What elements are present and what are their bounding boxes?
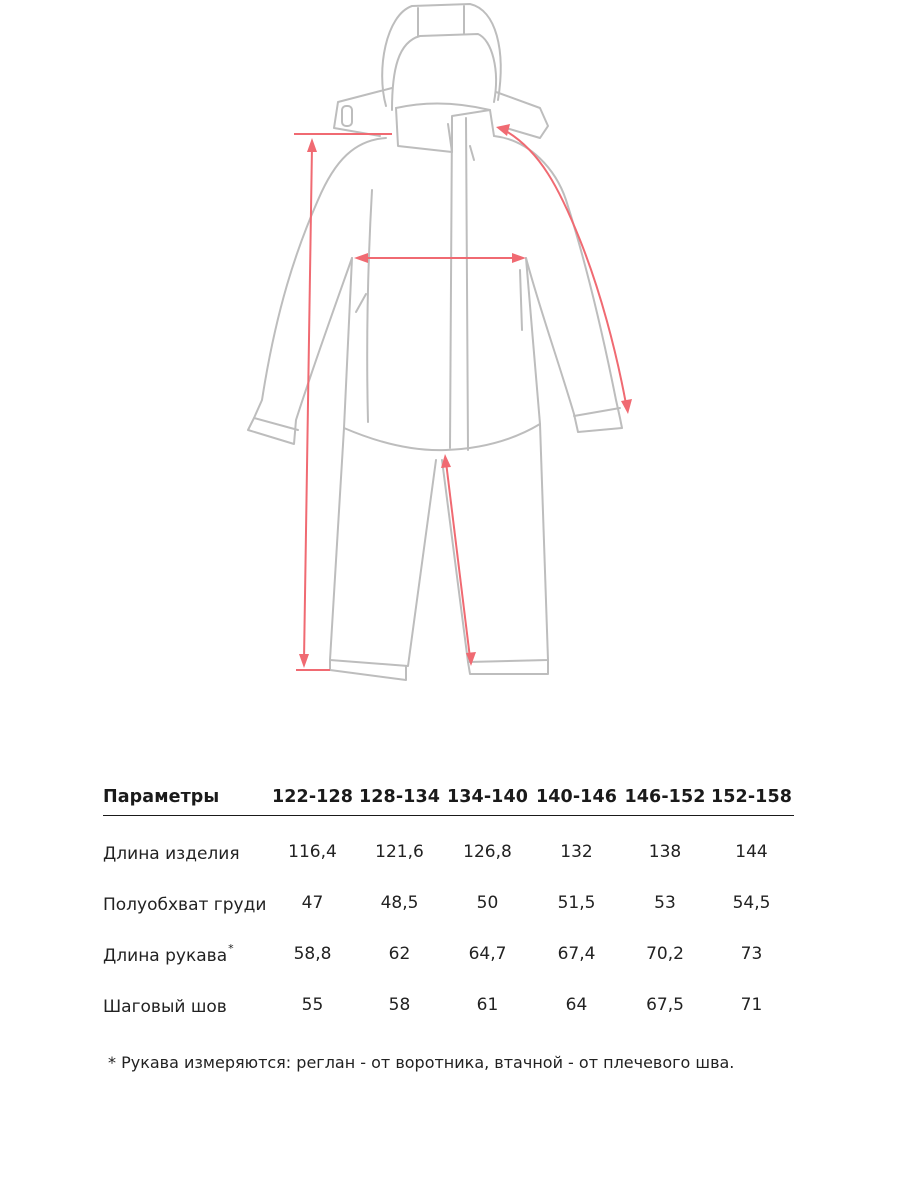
table-cell: 121,6 <box>375 841 424 862</box>
table-cell: 70,2 <box>646 943 684 964</box>
torso-left-side <box>344 258 352 428</box>
sleeve-arrow-bottom <box>621 399 632 414</box>
row-label-text: Длина рукава <box>103 945 228 966</box>
sleeve-arrow-top <box>496 124 510 136</box>
table-cell: 138 <box>648 841 682 862</box>
footnote-mark: * <box>228 941 234 955</box>
table-cell: 50 <box>476 892 499 913</box>
header-size: 134-140 <box>443 778 532 816</box>
table-cell: 55 <box>301 994 324 1015</box>
table-cell: 51,5 <box>557 892 596 913</box>
length-arrow-bottom <box>299 654 309 668</box>
row-label <box>103 979 269 1030</box>
zipper-left <box>450 118 452 448</box>
header-size: 122-128 <box>269 778 356 816</box>
inseam-line <box>446 462 470 658</box>
table-cell: 48,5 <box>380 892 419 913</box>
jacket-hem <box>344 424 540 450</box>
left-sleeve <box>248 138 386 444</box>
trousers-right-leg <box>442 424 548 662</box>
table-cell: 116,4 <box>288 841 337 862</box>
table-row-inseam <box>103 979 794 1030</box>
table-cell: 58 <box>388 994 411 1015</box>
table-cell: 54,5 <box>732 892 771 913</box>
row-label-text: Шаговый шов <box>103 996 227 1017</box>
table-row-chest-half-girth <box>103 877 794 928</box>
zipper-right <box>466 118 468 450</box>
front-seam <box>367 190 372 422</box>
table-row-product-length <box>103 816 794 878</box>
right-sleeve <box>494 136 622 432</box>
table-cell: 47 <box>301 892 324 913</box>
header-parameters: Параметры <box>103 778 269 816</box>
table-cell: 67,5 <box>646 994 684 1015</box>
right-cuff <box>574 408 620 416</box>
table-cell: 64 <box>565 994 588 1015</box>
side-seam-right <box>520 270 522 330</box>
header-size: 152-158 <box>709 778 794 816</box>
row-label-text: Полуобхват груди <box>103 894 267 915</box>
table-cell: 64,7 <box>468 943 507 964</box>
row-label-text: Длина изделия <box>103 843 240 864</box>
chest-arrow-right <box>512 253 526 263</box>
table-cell: 144 <box>735 841 768 862</box>
pocket-zip <box>356 294 366 312</box>
table-cell: 132 <box>560 841 593 862</box>
row-label <box>103 816 269 878</box>
row-label <box>103 928 269 979</box>
zipper-pull <box>470 146 474 160</box>
table-cell: 73 <box>740 943 763 964</box>
garment-outline <box>248 4 622 680</box>
collar <box>396 108 494 152</box>
hood-brim <box>418 6 464 36</box>
table-row-sleeve-length <box>103 928 794 979</box>
table-cell: 62 <box>388 943 411 964</box>
row-label <box>103 877 269 928</box>
trousers-left-leg <box>330 428 436 666</box>
footnote-text: * Рукава измеряются: реглан - от воротника, втачной - от плечевого шва. <box>108 1053 735 1072</box>
collar-fold <box>396 103 490 110</box>
header-size: 146-152 <box>621 778 709 816</box>
hood-inner <box>392 34 496 110</box>
left-cuff <box>254 418 298 430</box>
size-table <box>103 778 794 1030</box>
hood-tab <box>342 106 352 126</box>
length-arrow-top <box>307 138 317 152</box>
table-cell: 67,4 <box>557 943 596 964</box>
table-cell: 58,8 <box>293 943 332 964</box>
table-cell: 53 <box>654 892 676 913</box>
chest-arrow-left <box>354 253 368 263</box>
header-size: 128-134 <box>356 778 443 816</box>
table-cell: 126,8 <box>463 841 512 862</box>
table-cell: 71 <box>740 994 763 1015</box>
table-header-row <box>103 778 794 816</box>
table-cell: 61 <box>476 994 499 1015</box>
header-size: 140-146 <box>532 778 621 816</box>
